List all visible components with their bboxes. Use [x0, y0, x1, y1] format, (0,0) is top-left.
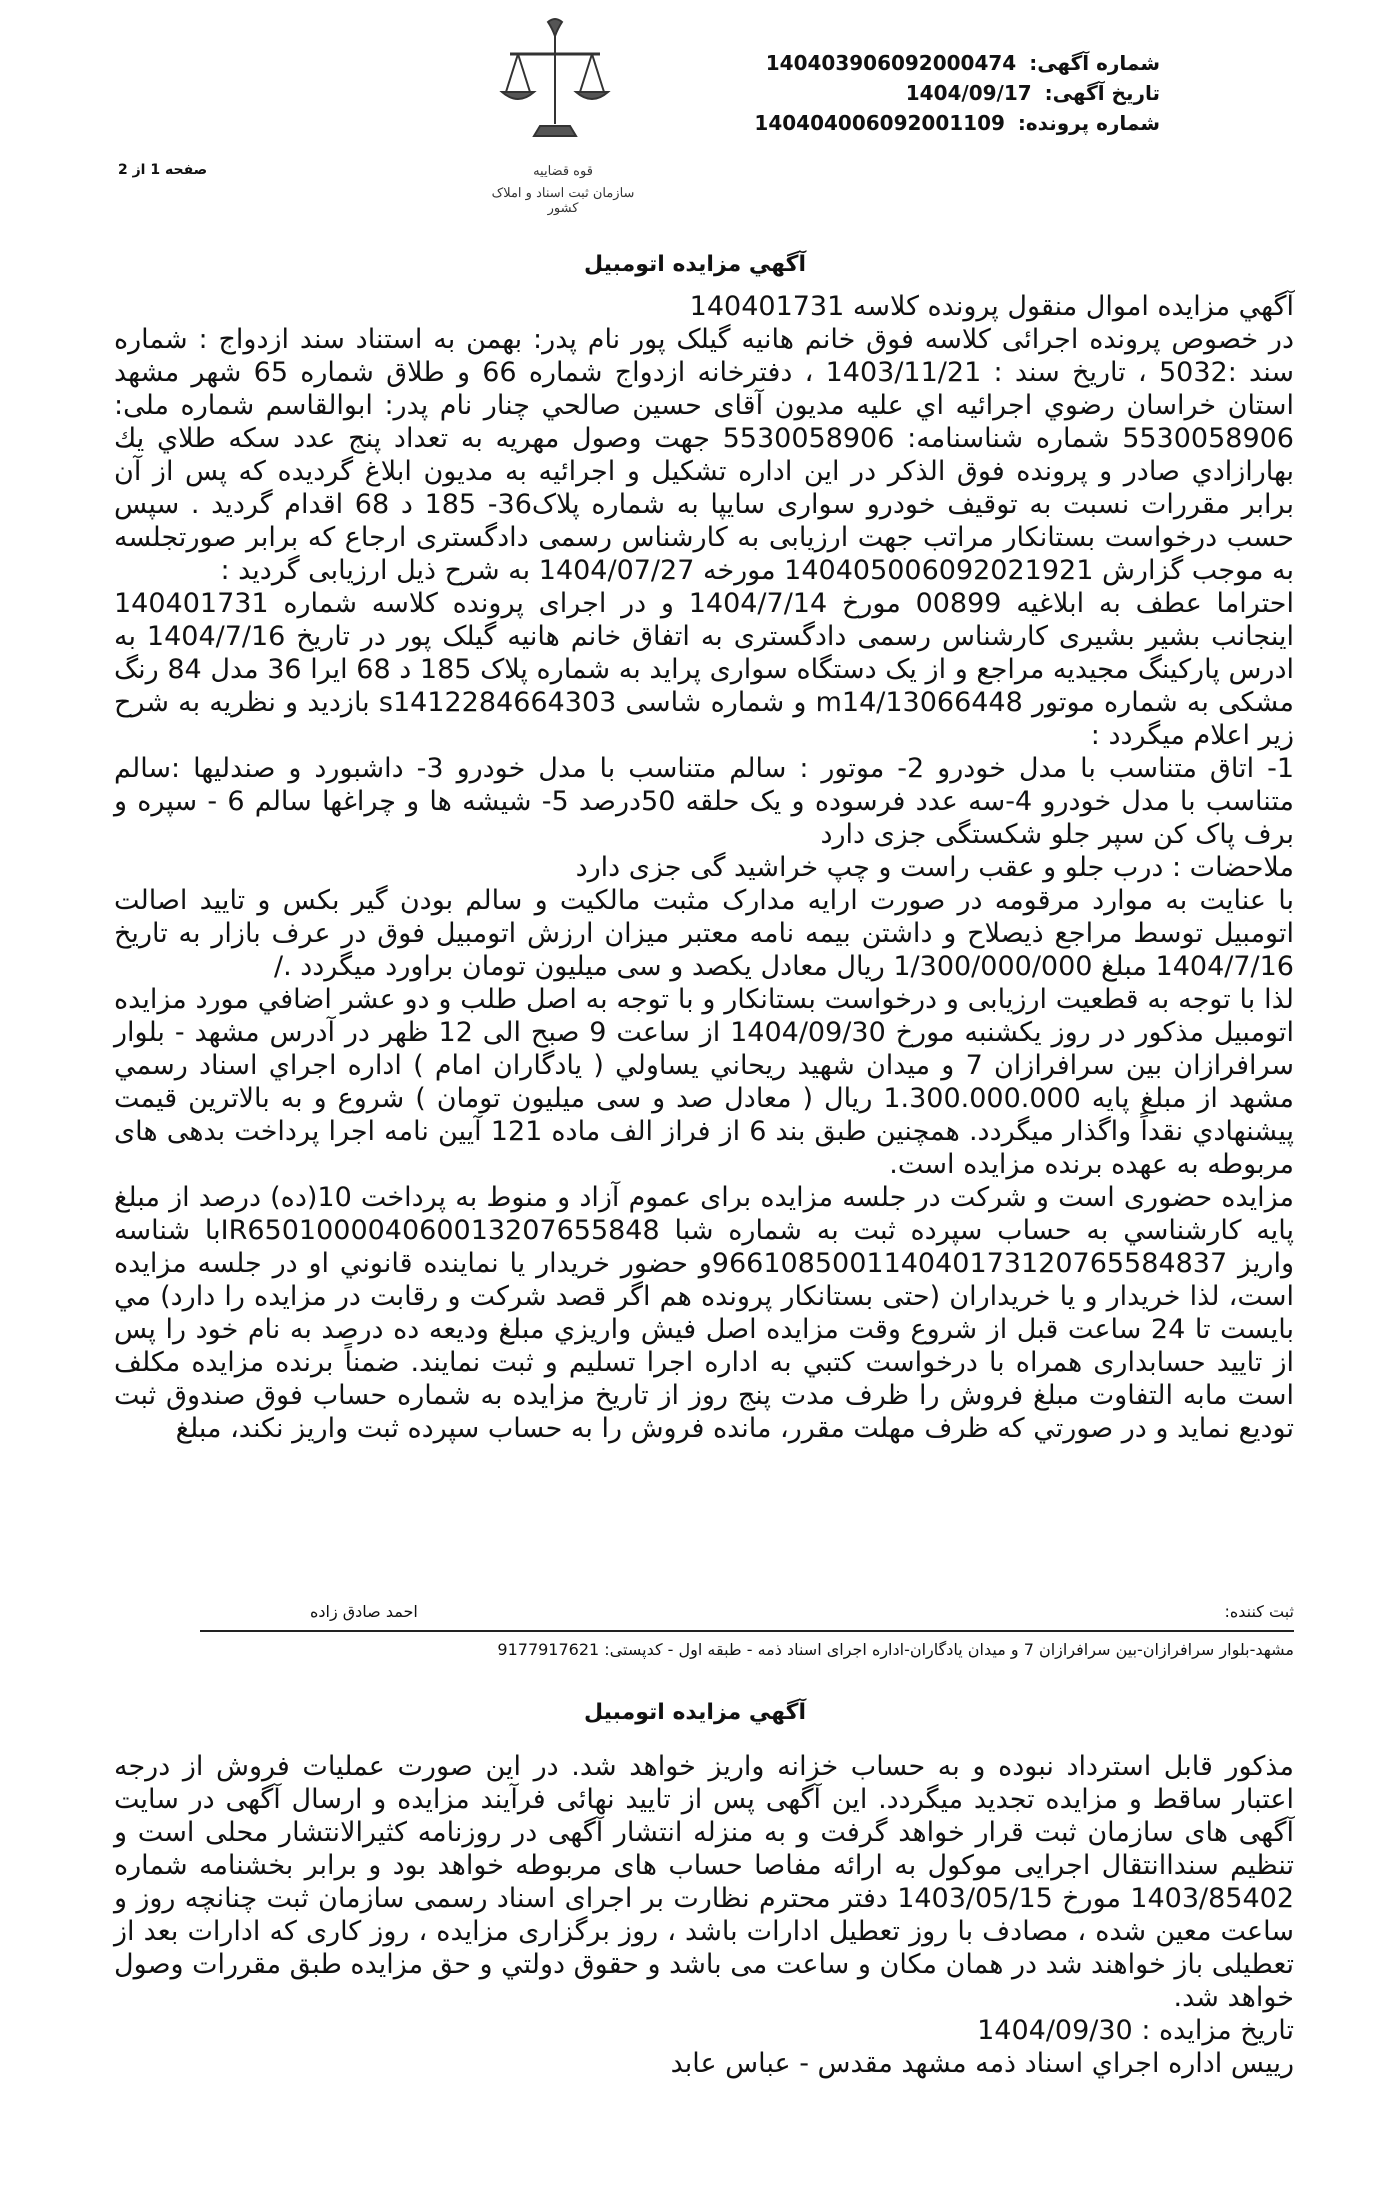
section1-title: آگهي مزايده اتومبيل — [583, 252, 807, 277]
page-indicator: صفحه 1 از 2 — [118, 162, 208, 178]
section2-title: آگهي مزايده اتومبيل — [583, 1700, 807, 1725]
notice-date: 1404/09/17 — [905, 81, 1032, 105]
section1-body — [114, 290, 1294, 1445]
scales-of-justice-icon — [488, 14, 638, 164]
auction-date: تاریخ مزایده : 1404/09/30 — [977, 2015, 1294, 2046]
case-number-row — [754, 108, 1160, 138]
paragraph: در خصوص پرونده اجرائی کلاسه فوق خانم هانیه گیلک پور نام پدر: بهمن به استناد سند ازدواج : شماره سند :5032 ، تاریخ سند : 1403/11/21 ، دفترخانه ازدواج شماره 66 و طلاق شماره 65 شهر مشهد استان خراسان رضوي اجرائیه اي علیه مدیون آقای حسین صالحي چنار نام پدر: ابوالقاسم شماره ملی: 5530058906 شماره شناسنامه: 5530058906 جهت وصول مهریه به تعداد پنج عدد سکه طلاي یك بهارازادي صادر و پرونده فوق الذکر در این اداره تشکیل و اجرائیه به مدیون ابلاغ گردیده که پس از آن برابر مقررات نسبت به توقیف خودرو سواری سایپا به شماره پلاک36- 185 د 68 اقدام گردید . سپس حسب درخواست بستانکار مراتب جهت ارزیابی به کارشناس رسمی دادگستری ارجاع که برابر صورتجلسه به موجب گزارش 140405006092021921 مورخه 1404/07/27 به شرح ذیل ارزیابی گردید : — [114, 324, 1294, 586]
notice-meta — [754, 48, 1160, 138]
notice-date-row — [754, 78, 1160, 108]
registrar-name: احمد صادق زاده — [310, 1602, 418, 1621]
registrar-label: ثبت کننده: — [1224, 1602, 1294, 1621]
paragraph: با عنایت به موارد مرقومه در صورت ارایه مدارک مثبت مالکیت و سالم بودن گیر بکس و تایید اصالت اتومبیل توسط مراجع ذیصلاح و داشتن بیمه نامه معتبر میزان ارزش اتومبیل فوق در عرف بازار به تاریخ 1404/7/16 مبلغ 1/300/000/000 ریال معادل یکصد و سی میلیون تومان براورد میگردد ./ — [114, 885, 1294, 982]
notice-number-label: شماره آگهی: — [1029, 51, 1160, 75]
case-number-label: شماره پرونده: — [1017, 111, 1160, 135]
notice-number: 140403906092000474 — [765, 51, 1017, 75]
paragraph: 1- اتاق متناسب با مدل خودرو 2- موتور : سالم متناسب با مدل خودرو 3- داشبورد و صندلیها :سالم متناسب با مدل خودرو 4-سه عدد فرسوده و یک حلقه 50درصد 5- شیشه ها و چراغها سالم 6 - سپره و برف پاک کن سپر جلو شکستگی جزی دارد — [114, 753, 1294, 850]
paragraph: آگهي مزايده اموال منقول پرونده كلاسه 140401731 — [689, 291, 1294, 322]
emblem-caption-organization: سازمان ثبت اسناد و املاک کشور — [491, 186, 635, 216]
signature-line: رییس اداره اجراي اسناد ذمه مشهد مقدس - عباس عابد — [670, 2048, 1294, 2079]
paragraph: مزایده حضوری است و شرکت در جلسه مزایده برای عموم آزاد و منوط به پرداخت 10(ده) درصد از مبلغ پایه کارشناسي به حساب سپرده ثبت به شماره شبا IR650100004060013207655848با شناسه واریز 966108500114040173120765584837و حضور خریدار یا نماینده قانوني او در جلسه مزایده است، لذا خریدار و یا خریداران (حتی بستانکار پرونده هم اگر قصد شرکت و رقابت در مزایده را دارد) مي بایست تا 24 ساعت قبل از شروع وقت مزایده اصل فیش واریزي مبلغ ودیعه ده درصد به نام خود را پس از تایید حسابداری همراه با درخواست کتبي به اداره اجرا تسلیم و ثبت نمایند. ضمناً برنده مزایده مکلف است مابه التفاوت مبلغ فروش را ظرف مدت پنج روز از تاریخ مزایده به شماره حساب فوق صندوق ثبت تودیع نماید و در صورتي که ظرف مهلت مقرر، مانده فروش را به حساب سپرده ثبت واریز نکند، مبلغ — [114, 1182, 1295, 1444]
footer-divider — [200, 1630, 1294, 1632]
paragraph: مذکور قابل استرداد نبوده و به حساب خزانه واریز خواهد شد. در این صورت عملیات فروش از درجه اعتبار ساقط و مزایده تجدید میگردد. این آگهی پس از تایید نهائی فرآیند مزایده و ارسال آگهی در سایت آگهی های سازمان ثبت قرار خواهد گرفت و به منزله انتشار آگهی در روزنامه کثیرالانتشار محلی است و تنظیم سنداانتقال اجرایی موکول به ارائه مفاصا حساب های مربوطه خواهد بود و برابر بخشنامه شماره 1403/85402 مورخ 1403/05/15 دفتر محترم نظارت بر اجرای اسناد رسمی سازمان ثبت چنانچه روز و ساعت معین شده ، مصادف با روز تعطیل ادارات باشد ، روز برگزاری مزایده ، روز کاری که ادارات بعد از تعطیلی باز خواهند شد در همان مکان و ساعت می باشد و حقوق دولتي و حق مزایده طبق مقررات وصول خواهد شد. — [114, 1751, 1294, 2013]
notice-number-row — [754, 48, 1160, 78]
office-address: مشهد-بلوار سرافرازان-بین سرافرازان 7 و میدان یادگاران-اداره اجرای اسناد ذمه - طبقه اول - کدپستی: 9177917621 — [497, 1640, 1294, 1659]
section2-body — [114, 1750, 1294, 2080]
paragraph: لذا با توجه به قطعیت ارزیابی و درخواست بستانکار و با توجه به اصل طلب و دو عشر اضافي مورد مزایده اتومبیل مذکور در روز یکشنبه مورخ 1404/09/30 از ساعت 9 صبح الی 12 ظهر در آدرس مشهد - بلوار سرافرازان بین سرافرازان 7 و میدان شهید ریحاني یساولي ( یادگاران امام ) اداره اجراي اسناد رسمي مشهد از مبلغ پایه 1.300.000.000 ریال ( معادل صد و سی میلیون تومان ) شروع و به بالاترین قیمت پیشنهادي نقداً واگذار میگردد. همچنین طبق بند 6 از فراز الف ماده 121 آیین نامه اجرا پرداخت بدهی های مربوطه به عهده برنده مزایده است. — [114, 984, 1295, 1180]
notice-date-label: تاریخ آگهی: — [1044, 81, 1160, 105]
judiciary-emblem — [488, 14, 638, 214]
paragraph: احتراما عطف به ابلاغیه 00899 مورخ 1404/7/14 و در اجرای پرونده کلاسه شماره 140401731 اینجانب بشیر بشیری کارشناس رسمی دادگستری به اتفاق خانم هانیه گیلک پور در تاریخ 1404/7/16 به ادرس پارکینگ مجیدیه مراجع و از یک دستگاه سواری پراید به شماره پلاک 185 د 68 ایرا 36 مدل 84 رنگ مشکی به شماره موتور m14/13066448 و شماره شاسی s1412284664303 بازدید و نظریه به شرح زیر اعلام میگردد : — [114, 588, 1295, 751]
case-number: 140404006092001109 — [754, 111, 1005, 135]
paragraph: ملاحضات : درب جلو و عقب راست و چپ خراشید گی جزی دارد — [575, 852, 1294, 883]
emblem-caption-judiciary: قوه قضاییه — [533, 164, 593, 179]
